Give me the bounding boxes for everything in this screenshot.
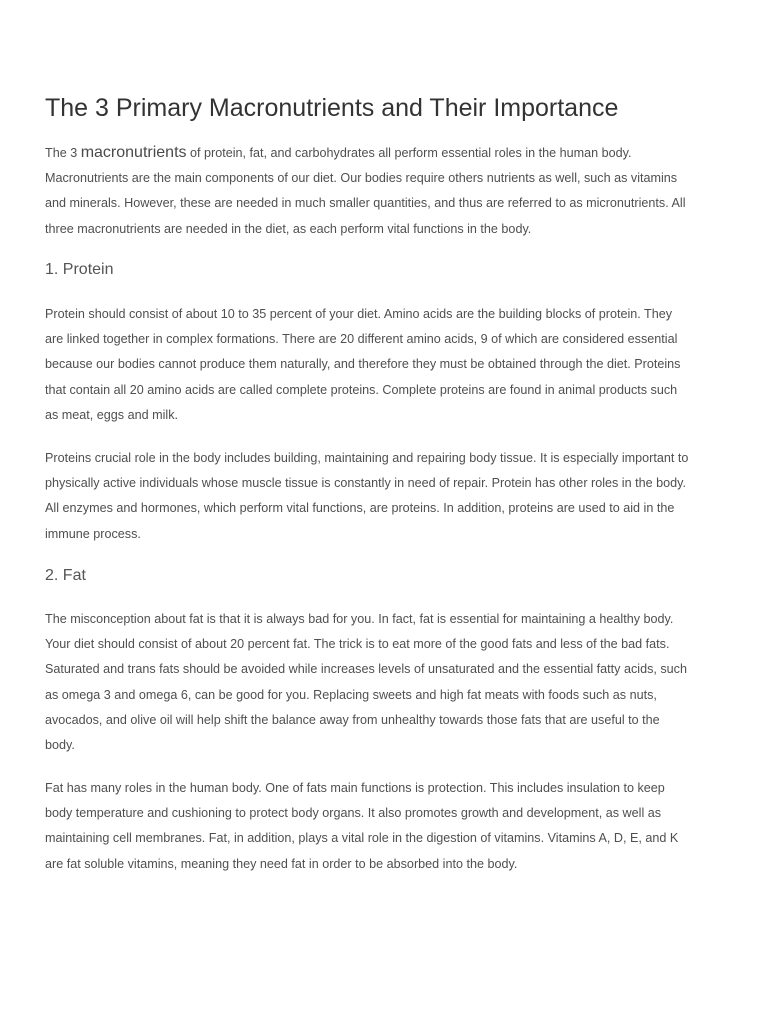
intro-line1-rest: of protein, fat, and carbohydrates all perform essential roles in the human body. <box>186 146 632 160</box>
text-line: All enzymes and hormones, which perform vital functions, are proteins. In addition, proteins are used to aid in the <box>45 501 675 516</box>
text-line: because our bodies cannot produce them naturally, and therefore they must be obtained through the diet. Proteins <box>45 357 681 372</box>
text-line: three macronutrients are needed in the diet, as each perform vital functions in the body. <box>45 221 532 236</box>
text-line: Fat has many roles in the human body. One of fats main functions is protection. This includes insulation to keep <box>45 781 665 795</box>
text-line: as omega 3 and omega 6, can be good for you. Replacing sweets and high fat meats with foods such as nuts, <box>45 687 657 702</box>
text-line: that contain all 20 amino acids are called complete proteins. Complete proteins are found in animal products such <box>45 382 678 397</box>
page-title: The 3 Primary Macronutrients and Their Importance <box>45 94 619 122</box>
text-line: are fat soluble vitamins, meaning they need fat in order to be absorbed into the body. <box>45 856 518 871</box>
text-line: maintaining cell membranes. Fat, in addition, plays a vital role in the digestion of vitamins. Vitamins A, D, E, and K <box>45 831 679 846</box>
text-line: immune process. <box>45 526 141 541</box>
protein-paragraph-1 <box>45 302 680 428</box>
text-line: and minerals. However, these are needed in much smaller quantities, and thus are referred to as micronutrients. All <box>45 196 686 211</box>
intro-highlight: macronutrients <box>80 144 187 161</box>
text-line <box>45 140 686 166</box>
text-line: body. <box>45 738 75 753</box>
text-line: physically active individuals whose muscle tissue is constantly in need of repair. Protein has other roles in the body. <box>45 476 686 491</box>
text-line: are linked together in complex formations. There are 20 different amino acids, 9 of which are considered essential <box>45 332 678 347</box>
fat-paragraph-2 <box>45 776 678 877</box>
text-line: Your diet should consist of about 20 percent fat. The trick is to eat more of the good fats and less of the bad fats. <box>45 637 670 652</box>
fat-paragraph-1 <box>45 607 687 758</box>
intro-prefix: The 3 <box>45 146 81 160</box>
intro-paragraph <box>45 140 686 242</box>
text-line: Proteins crucial role in the body includes building, maintaining and repairing body tissue. It is especially important to <box>45 451 689 465</box>
text-line: Saturated and trans fats should be avoided while increases levels of unsaturated and the essential fatty acids, such <box>45 662 687 677</box>
text-line: Macronutrients are the main components of our diet. Our bodies require others nutrients as well, such as vitamins <box>45 171 678 186</box>
text-line: body temperature and cushioning to protect body organs. It also promotes growth and development, as well as <box>45 806 662 821</box>
text-line: Protein should consist of about 10 to 35 percent of your diet. Amino acids are the building blocks of protein. They <box>45 307 673 321</box>
protein-paragraph-2 <box>45 446 688 547</box>
text-line: as meat, eggs and milk. <box>45 407 178 422</box>
section-heading-protein: 1. Protein <box>45 261 114 278</box>
text-line: avocados, and olive oil will help shift the balance away from unhealthy towards those fats that are useful to the <box>45 712 660 727</box>
text-line: The misconception about fat is that it is always bad for you. In fact, fat is essential for maintaining a healthy body. <box>45 612 674 626</box>
section-heading-fat: 2. Fat <box>45 567 86 584</box>
